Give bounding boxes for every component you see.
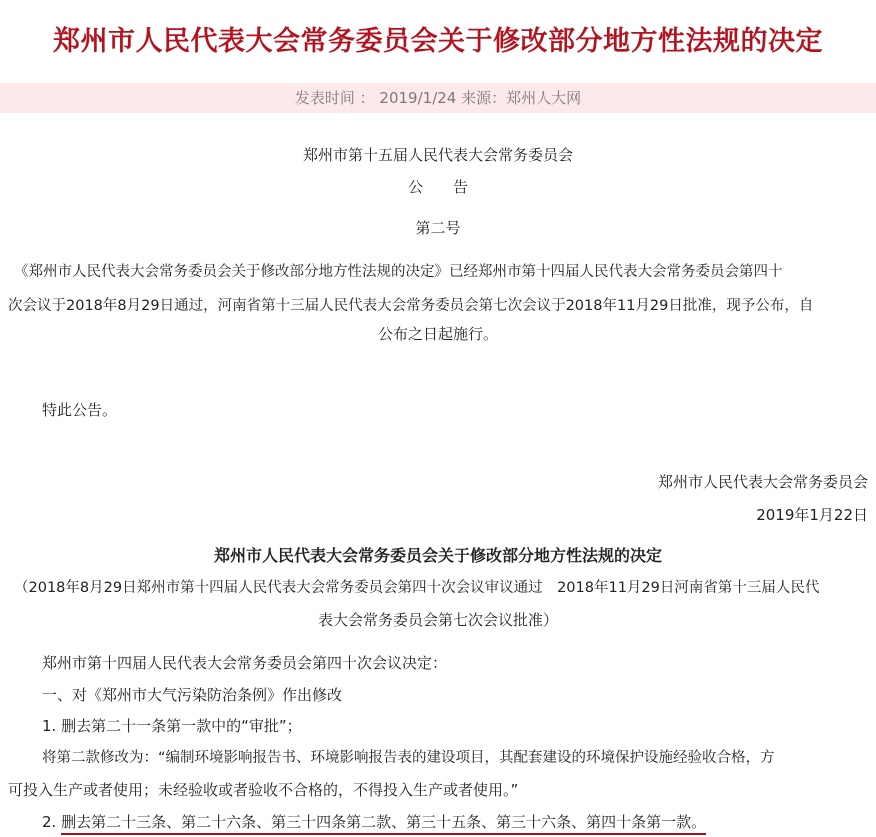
announcement-date: 2019年1月22日 [756, 506, 868, 524]
decision-title: 郑州市人民代表大会常务委员会关于修改部分地方性法规的决定 [213, 546, 662, 565]
decision-item-2-number: 2. [42, 813, 62, 831]
decision-note-line: 表大会常务委员会第七次会议批准） [317, 611, 558, 629]
decision-item-1-amend-line: 将第二款修改为：“编制环境影响报告书、环境影响报告表的建设项目，其配套建设的环境保护设施经验收合格，方 [42, 750, 775, 766]
announcement-number: 第二号 [415, 219, 461, 237]
decision-item-1-amend-line: 可投入生产或者使用；未经验收或者验收不合格的，不得投入生产或者使用。” [8, 781, 519, 799]
document-title: 郑州市人民代表大会常务委员会关于修改部分地方性法规的决定 [53, 26, 823, 57]
announcement-heading: 公 告 [407, 178, 468, 196]
decision-item-2-text: 删去第二十三条、第二十六条、第三十四条第二款、第三十五条、第三十六条、第四十条第一款。 [61, 813, 706, 835]
announcement-closing: 特此公告。 [42, 401, 118, 419]
decision-intro: 郑州市第十四届人民代表大会常务委员会第四十次会议决定： [42, 654, 448, 672]
announcement-body-line: 《郑州市人民代表大会常务委员会关于修改部分地方性法规的决定》已经郑州市第十四届人民代表大会常务委员会第四十 [14, 264, 783, 280]
announcement-issuer: 郑州市第十五届人民代表大会常务委员会 [302, 146, 573, 164]
announcement-body-line: 公布之日起施行。 [377, 325, 498, 343]
announcement-signature: 郑州市人民代表大会常务委员会 [657, 473, 868, 491]
decision-note-line: （2018年8月29日郑州市第十四届人民代表大会常务委员会第四十次会议审议通过 2018年11月29日河南省第十三届人民代 [14, 580, 820, 596]
decision-item-2 [42, 812, 876, 832]
decision-section-1: 一、对《郑州市大气污染防治条例》作出修改 [42, 686, 343, 704]
meta-band: 发表时间 ： 2019/1/24 来源：郑州人大网 [0, 83, 876, 113]
decision-item-1: 1. 删去第二十一条第一款中的“审批”； [42, 717, 302, 735]
announcement-body-line: 次会议于2018年8月29日通过，河南省第十三届人民代表大会常务委员会第七次会议于2018年11月29日批准，现予公布，自 [8, 298, 814, 314]
